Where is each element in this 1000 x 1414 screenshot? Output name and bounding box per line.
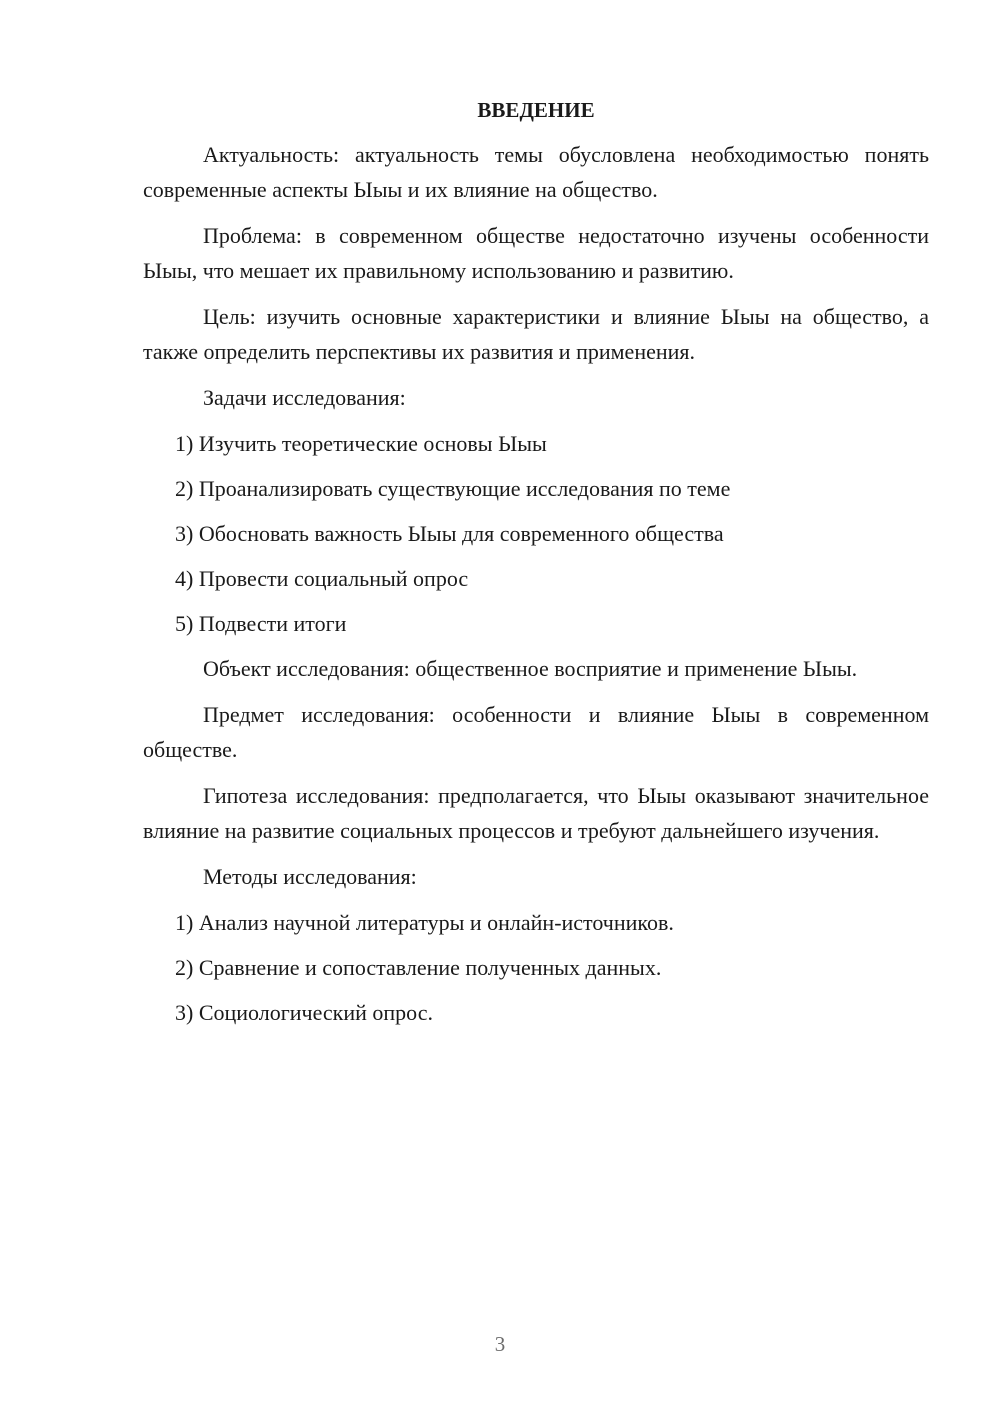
page-number: 3 [494,1332,506,1356]
list-item: 2) Проанализировать существующие исследования по теме [175,476,731,501]
document-page [143,94,929,1040]
object-paragraph: Объект исследования: общественное восприятие и применение Ыыы. [203,656,858,681]
list-item: 3) Социологический опрос. [175,1000,433,1025]
goal-paragraph: Цель: изучить основные характеристики и влияние Ыыы на общество, а также определить перспективы их развития и применения. [143,304,929,364]
hypothesis-paragraph: Гипотеза исследования: предполагается, что Ыыы оказывают значительное влияние на развитие социальных процессов и требуют дальнейшего изучения. [143,783,929,843]
list-item: 1) Анализ научной литературы и онлайн-источников. [175,910,674,935]
list-item: 2) Сравнение и сопоставление полученных данных. [175,955,662,980]
methods-heading: Методы исследования: [203,864,417,889]
list-item: 5) Подвести итоги [175,611,347,636]
relevance-paragraph: Актуальность: актуальность темы обусловлена необходимостью понять современные аспекты Ыыы и их влияние на общество. [143,142,929,202]
methods-list [143,905,929,1030]
tasks-list [143,426,929,641]
list-item: 1) Изучить теоретические основы Ыыы [175,431,547,456]
problem-paragraph: Проблема: в современном обществе недостаточно изучены особенности Ыыы, что мешает их правильному использованию и развитию. [143,223,929,283]
document-title: ВВЕДЕНИЕ [477,98,595,122]
subject-paragraph: Предмет исследования: особенности и влияние Ыыы в современном обществе. [143,702,929,762]
list-item: 4) Провести социальный опрос [175,566,469,591]
list-item: 3) Обосновать важность Ыыы для современного общества [175,521,724,546]
tasks-heading: Задачи исследования: [203,385,406,410]
